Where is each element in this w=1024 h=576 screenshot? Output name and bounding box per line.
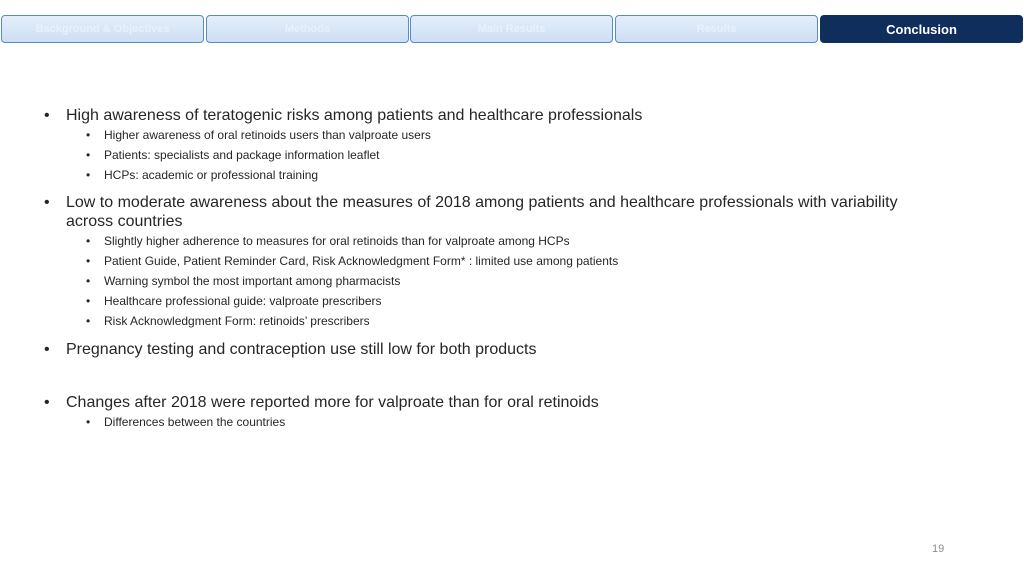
bullet-awareness-measures: • Low to moderate awareness about the measures of 2018 among patients and healthcare professionals with variability across countries (44, 193, 944, 231)
tab-label: Results (696, 23, 737, 35)
bullet-changes-after-2018: • Changes after 2018 were reported more for valproate than for oral retinoids (44, 393, 944, 412)
tab-label: Methods (284, 23, 331, 35)
sub-bullet: • Patient Guide, Patient Reminder Card, Risk Acknowledgment Form* : limited use among patients (44, 251, 944, 271)
tab-background-objectives[interactable] (1, 15, 204, 43)
sub-bullet: • Patients: specialists and package information leaflet (44, 145, 944, 165)
tab-label: Conclusion (886, 21, 957, 37)
sub-bullet: • Healthcare professional guide: valproate prescribers (44, 291, 944, 311)
tab-conclusion[interactable] (820, 15, 1023, 43)
slide-content (44, 106, 944, 432)
bullet-pregnancy-testing: • Pregnancy testing and contraception use still low for both products (44, 340, 944, 359)
section-nav (0, 15, 1024, 45)
sub-bullet: • Higher awareness of oral retinoids users than valproate users (44, 125, 944, 145)
sub-bullet: • Differences between the countries (44, 412, 944, 432)
sub-bullet: • Warning symbol the most important among pharmacists (44, 271, 944, 291)
tab-results[interactable] (615, 15, 818, 43)
sub-bullet: • Risk Acknowledgment Form: retinoids’ prescribers (44, 311, 944, 331)
sub-bullet: • Slightly higher adherence to measures for oral retinoids than for valproate among HCPs (44, 231, 944, 251)
tab-main-results[interactable] (410, 15, 613, 43)
tab-label: Main Results (477, 23, 546, 35)
tab-label: Background & Objectives (35, 23, 170, 35)
bullet-awareness-risks: • High awareness of teratogenic risks among patients and healthcare professionals (44, 106, 944, 125)
sub-bullet: • HCPs: academic or professional training (44, 165, 944, 185)
tab-methods[interactable] (206, 15, 409, 43)
page-number: 19 (932, 543, 945, 555)
